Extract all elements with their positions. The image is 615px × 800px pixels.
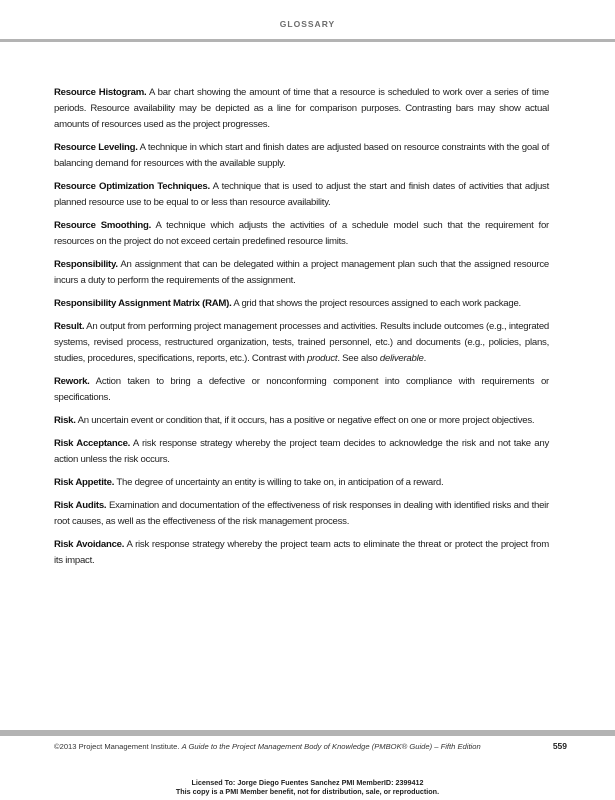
glossary-entry (54, 140, 549, 172)
license-restriction: This copy is a PMI Member benefit, not for distribution, sale, or reproduction. (175, 786, 440, 796)
glossary-entry (54, 498, 549, 530)
glossary-term: Resource Leveling. (54, 142, 138, 153)
license-notice (0, 779, 615, 796)
glossary-content (54, 85, 549, 576)
glossary-entry (54, 537, 549, 569)
glossary-entry (54, 374, 549, 406)
glossary-entry (54, 257, 549, 289)
page-number: 559 (552, 741, 567, 751)
glossary-term: Result. (54, 321, 85, 332)
glossary-definition: An assignment that can be delegated within a project management plan such that the assigned resource incurs a duty to perform the requirements of the assignment. (54, 259, 549, 286)
book-title: A Guide to the Project Management Body of Knowledge (PMBOK® Guide) – Fifth Edition (181, 742, 481, 751)
glossary-term: Risk Appetite. (54, 477, 115, 488)
glossary-definition: An output from performing project management processes and activities. Results include outcomes (e.g., integrated systems, revised process, restructured organization, tests, trained personnel, etc.) and documents (e.g., policies, plans, studies, procedures, specifications, reports, etc.). Contrast with (54, 321, 549, 364)
glossary-term: Resource Smoothing. (54, 220, 151, 231)
glossary-definition: A technique in which start and finish dates are adjusted based on resource constraints with the goal of balancing demand for resources with the available supply. (54, 142, 549, 169)
glossary-term: Risk Acceptance. (54, 438, 131, 449)
glossary-definition: Examination and documentation of the effectiveness of risk responses in dealing with identified risks and their root causes, as well as the effectiveness of the risk management process. (54, 500, 550, 527)
glossary-definition-cont: . See also (337, 353, 380, 364)
glossary-definition-end: . (423, 353, 426, 364)
glossary-entry (54, 296, 549, 312)
glossary-definition: The degree of uncertainty an entity is willing to take on, in anticipation of a reward. (114, 477, 444, 488)
cross-reference-product: product (307, 353, 338, 364)
glossary-definition: A bar chart showing the amount of time that a resource is scheduled to work over a series of time periods. Resource availability may be depicted as a line for comparison purposes. Contrasting bars may show actual amounts of resources used as the project progresses. (54, 87, 550, 130)
glossary-definition: Action taken to bring a defective or nonconforming component into compliance with requirements or specifications. (54, 376, 549, 403)
glossary-term: Risk. (54, 415, 76, 426)
glossary-term: Responsibility Assignment Matrix (RAM). (54, 298, 232, 309)
glossary-definition: A technique which adjusts the activities of a schedule model such that the requirement for resources on the project do not exceed certain predefined resource limits. (54, 220, 549, 247)
glossary-term: Risk Avoidance. (54, 539, 125, 550)
glossary-term: Rework. (54, 376, 90, 387)
glossary-definition: An uncertain event or condition that, if it occurs, has a positive or negative effect on one or more project objectives. (75, 415, 535, 426)
glossary-term: Resource Histogram. (54, 87, 147, 98)
glossary-entry (54, 85, 549, 133)
glossary-term: Resource Optimization Techniques. (54, 181, 210, 192)
glossary-definition: A grid that shows the project resources assigned to each work package. (231, 298, 521, 309)
glossary-entry (54, 179, 549, 211)
running-header: GLOSSARY (279, 19, 336, 29)
glossary-entry (54, 413, 549, 429)
glossary-term: Responsibility. (54, 259, 118, 270)
footer-divider (0, 730, 615, 736)
license-holder: Licensed To: Jorge Diego Fuentes Sanchez PMI MemberID: 2399412 (191, 778, 424, 787)
glossary-entry (54, 436, 549, 468)
glossary-definition: A risk response strategy whereby the project team decides to acknowledge the risk and not take any action unless the risk occurs. (54, 438, 549, 465)
header-divider (0, 39, 615, 42)
glossary-definition: A technique that is used to adjust the start and finish dates of activities that adjust planned resource use to be equal to or less than resource availability. (54, 181, 549, 208)
glossary-entry (54, 475, 549, 491)
glossary-entry (54, 218, 549, 250)
footer-copyright (54, 742, 549, 751)
glossary-definition: A risk response strategy whereby the project team acts to eliminate the threat or protect the project from its impact. (54, 539, 549, 566)
copyright-text: ©2013 Project Management Institute. (54, 742, 182, 751)
glossary-term: Risk Audits. (54, 500, 107, 511)
cross-reference-deliverable: deliverable (379, 353, 424, 364)
glossary-entry (54, 319, 549, 367)
